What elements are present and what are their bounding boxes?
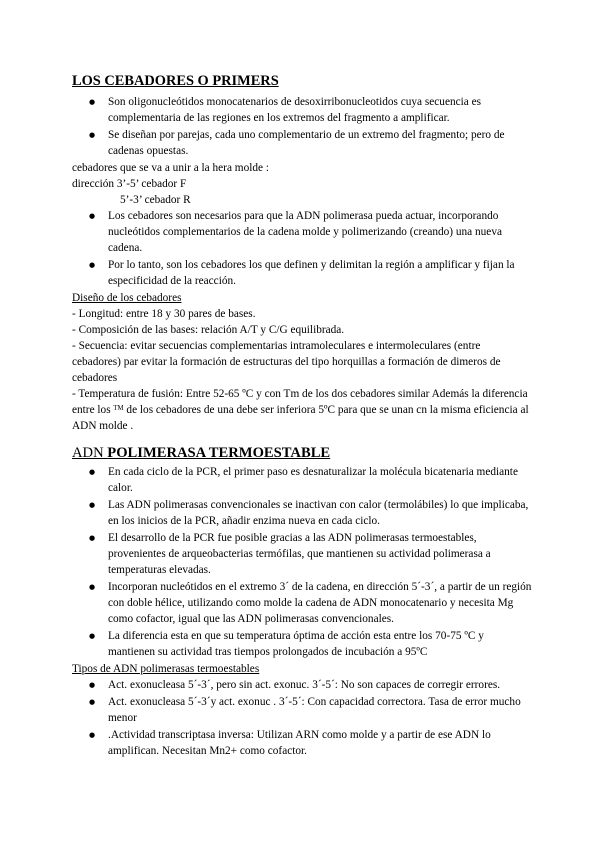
- cebadores-bullet-list-b: [72, 208, 532, 289]
- subsection-title-diseno: Diseño de los cebadores: [72, 292, 182, 304]
- subsection-title-tipos: Tipos de ADN polimerasas termoestables: [72, 663, 260, 675]
- list-item: ● Por lo tanto, son los cebadores los que definen y delimitan la región a amplificar y fijan la especificidad de la reacción.: [72, 257, 532, 289]
- paragraph-line: - Temperatura de fusión: Entre 52-65 ºC y con Tm de los dos cebadores similar Además la diferencia entre los ᵀᴹ de los cebadores de una debe ser inferiora 5ºC para que se unan cn la misma eficiencia al ADN molde .: [72, 388, 529, 432]
- list-item: ● Se diseñan por parejas, cada uno complementario de un extremo del fragmento; pero de cadenas opuestas.: [72, 127, 532, 159]
- list-item: ● Son oligonucleótidos monocatenarios de desoxirribonucleotidos cuya secuencia es complementaria de las regiones en los extremos del fragmento a amplificar.: [72, 94, 532, 126]
- cebadores-bullet-list-a: [72, 94, 532, 159]
- list-item: ● El desarrollo de la PCR fue posible gracias a las ADN polimerasas termoestables, provenientes de arqueobacterias termófilas, que mantienen su actividad polimerasa a temperaturas elevadas.: [72, 530, 532, 578]
- cebadores-intro: [72, 94, 532, 434]
- paragraph-line: - Secuencia: evitar secuencias complementarias intramoleculares e intermoleculares (entre cebadores) par evitar la formación de estructuras del tipo horquillas a formación de dimeros de cebadores: [72, 340, 501, 384]
- section-title-polimerasa: [72, 444, 330, 462]
- polimerasa-content: [72, 464, 532, 760]
- tipos-bullet-list: [72, 677, 532, 759]
- title-part-bold: POLIMERASA TERMOESTABLE: [107, 445, 331, 461]
- list-item: ● En cada ciclo de la PCR, el primer paso es desnaturalizar la molécula bicatenaria mediante calor.: [72, 464, 532, 496]
- title-part-normal: ADN: [72, 445, 108, 461]
- paragraph-line: - Longitud: entre 18 y 30 pares de bases.: [72, 308, 256, 320]
- list-item: ● Las ADN polimerasas convencionales se inactivan con calor (termolábiles) lo que implicaba, en los inicios de la PCR, añadir enzima nueva en cada ciclo.: [72, 497, 532, 529]
- list-item: ● Incorporan nucleótidos en el extremo 3´ de la cadena, en dirección 5´-3´, a partir de un región con doble hélice, utilizando como molde la cadena de ADN monocatenario y necesita Mg como cofactor, igual que las ADN polimerasas convencionales.: [72, 579, 532, 627]
- paragraph-line: - Composición de las bases: relación A/T y C/G equilibrada.: [72, 324, 345, 336]
- section-title-cebadores: LOS CEBADORES O PRIMERS: [72, 73, 279, 89]
- paragraph-line: dirección 3’-5’ cebador F: [72, 178, 187, 190]
- polimerasa-bullet-list: [72, 464, 532, 660]
- list-item: ● .Actividad transcriptasa inversa: Utilizan ARN como molde y a partir de ese ADN lo amplifican. Necesitan Mn2+ como cofactor.: [72, 727, 532, 759]
- list-item: ● Los cebadores son necesarios para que la ADN polimerasa pueda actuar, incorporando nucleótidos complementarios de la cadena molde y polimerizando (creando) una nueva cadena.: [72, 208, 532, 256]
- list-item: ● La diferencia esta en que su temperatura óptima de acción esta entre los 70-75 ºC y mantienen su actividad tras tiempos prolongados de incubación a 95ºC: [72, 628, 532, 660]
- paragraph-line: 5’-3’ cebador R: [120, 194, 191, 206]
- list-item: ● Act. exonucleasa 5´-3´y act. exonuc . 3´-5´: Con capacidad correctora. Tasa de error mucho menor: [72, 694, 532, 726]
- list-item: ● Act. exonucleasa 5´-3´, pero sin act. exonuc. 3´-5´: No son capaces de corregir errores.: [72, 677, 532, 693]
- paragraph-line: cebadores que se va a unir a la hera molde :: [72, 162, 269, 174]
